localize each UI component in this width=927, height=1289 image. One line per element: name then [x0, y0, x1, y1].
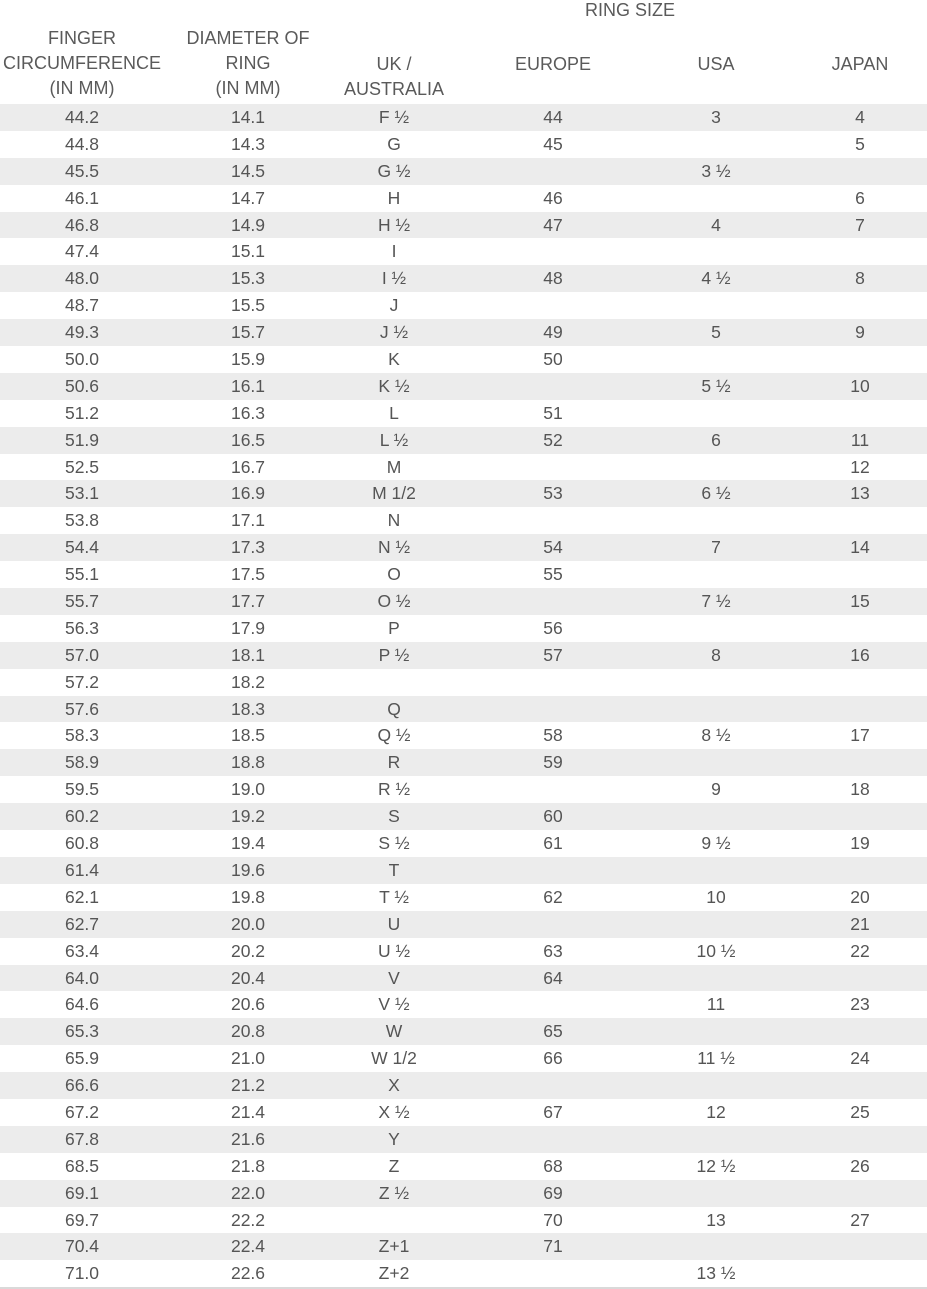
- ring-diameter-cell: 21.8: [230, 1155, 266, 1176]
- heading-line: UK /: [376, 54, 412, 74]
- table-row: [0, 991, 927, 1018]
- uk-australia-cell: T ½: [379, 886, 409, 907]
- uk-australia-cell: S: [388, 806, 400, 827]
- europe-cell: 55: [543, 564, 563, 585]
- table-row: [0, 749, 927, 776]
- finger-circumference-cell: 63.4: [64, 940, 100, 961]
- japan-cell: 21: [850, 913, 870, 934]
- table-row: [0, 884, 927, 911]
- europe-cell: 64: [543, 967, 563, 988]
- heading-line: JAPAN: [831, 54, 889, 74]
- finger-circumference-cell: 67.8: [64, 1128, 100, 1149]
- table-row: [0, 561, 927, 588]
- japan-cell: 23: [850, 994, 870, 1015]
- table-row: [0, 776, 927, 803]
- usa-cell: 6: [711, 429, 721, 450]
- finger-circumference-cell: 54.4: [64, 537, 100, 558]
- europe-cell: 49: [543, 322, 563, 343]
- usa-cell: 12: [706, 1101, 726, 1122]
- usa-cell: 4 ½: [701, 268, 731, 289]
- finger-circumference-cell: 57.6: [64, 698, 100, 719]
- table-row: [0, 1153, 927, 1180]
- ring-diameter-cell: 20.2: [230, 940, 266, 961]
- ring-diameter-cell: 15.5: [230, 295, 266, 316]
- ring-diameter-cell: 21.6: [230, 1128, 266, 1149]
- uk-australia-cell: U ½: [377, 940, 411, 961]
- table-row: [0, 185, 927, 212]
- uk-australia-cell: G: [387, 133, 401, 154]
- finger-circumference-cell: 57.0: [64, 644, 100, 665]
- table-row: [0, 1180, 927, 1207]
- ring-diameter-cell: 16.3: [230, 402, 266, 423]
- ring-diameter-cell: 19.6: [230, 859, 266, 880]
- ring-diameter-cell: 18.5: [230, 725, 266, 746]
- uk-australia-cell: W 1/2: [371, 1048, 417, 1069]
- uk-australia-cell: M 1/2: [372, 483, 416, 504]
- ring-diameter-cell: 14.9: [230, 214, 266, 235]
- heading-line: (IN MM): [215, 78, 281, 98]
- europe-cell: 71: [543, 1236, 563, 1257]
- ring-diameter-cell: 17.9: [230, 617, 266, 638]
- usa-cell: 9: [711, 779, 721, 800]
- finger-circumference-cell: 51.9: [64, 429, 100, 450]
- table-row: [0, 1045, 927, 1072]
- uk-australia-cell: P: [388, 617, 400, 638]
- table-row: [0, 615, 927, 642]
- japan-cell: 25: [850, 1101, 870, 1122]
- uk-australia-heading: [330, 52, 458, 102]
- ring-diameter-cell: 20.0: [230, 913, 266, 934]
- ring-size-group-heading: [480, 0, 780, 23]
- finger-circumference-cell: 60.8: [64, 833, 100, 854]
- table-row: [0, 1072, 927, 1099]
- finger-circumference-cell: 62.1: [64, 886, 100, 907]
- japan-cell: 7: [855, 214, 865, 235]
- ring-diameter-cell: 21.0: [230, 1048, 266, 1069]
- uk-australia-cell: R ½: [377, 779, 411, 800]
- uk-australia-cell: K ½: [378, 375, 410, 396]
- table-row: [0, 427, 927, 454]
- table-row: [0, 238, 927, 265]
- table-row: [0, 480, 927, 507]
- europe-cell: 45: [543, 133, 563, 154]
- table-body: [0, 104, 927, 1287]
- table-row: [0, 507, 927, 534]
- ring-diameter-cell: 22.6: [230, 1263, 266, 1284]
- europe-cell: 60: [543, 806, 563, 827]
- uk-australia-cell: Y: [388, 1128, 400, 1149]
- finger-circumference-cell: 50.0: [64, 349, 100, 370]
- usa-cell: 12 ½: [696, 1155, 736, 1176]
- japan-cell: 6: [855, 187, 865, 208]
- japan-cell: 18: [850, 779, 870, 800]
- heading-line: AUSTRALIA: [343, 79, 445, 99]
- table-header: [0, 0, 927, 104]
- uk-australia-cell: X: [388, 1075, 400, 1096]
- table-row: [0, 1207, 927, 1234]
- table-row: [0, 534, 927, 561]
- europe-cell: 50: [543, 349, 563, 370]
- usa-cell: 8 ½: [701, 725, 731, 746]
- finger-circumference-cell: 69.7: [64, 1209, 100, 1230]
- ring-diameter-cell: 19.8: [230, 886, 266, 907]
- ring-diameter-cell: 14.5: [230, 160, 266, 181]
- uk-australia-cell: U: [387, 913, 401, 934]
- ring-diameter-cell: 17.5: [230, 564, 266, 585]
- usa-cell: 11: [706, 994, 726, 1015]
- japan-cell: 19: [850, 833, 870, 854]
- japan-cell: 26: [850, 1155, 870, 1176]
- uk-australia-cell: G ½: [377, 160, 411, 181]
- table-row: [0, 911, 927, 938]
- usa-cell: 4: [711, 214, 721, 235]
- europe-cell: 61: [543, 833, 563, 854]
- japan-cell: 9: [855, 322, 865, 343]
- ring-diameter-cell: 19.4: [230, 833, 266, 854]
- uk-australia-cell: Z+2: [378, 1263, 410, 1284]
- ring-diameter-cell: 14.7: [230, 187, 266, 208]
- ring-diameter-cell: 16.1: [230, 375, 266, 396]
- europe-cell: 48: [543, 268, 563, 289]
- finger-circumference-cell: 55.1: [64, 564, 100, 585]
- europe-cell: 44: [543, 107, 563, 127]
- uk-australia-cell: L ½: [379, 429, 409, 450]
- ring-diameter-cell: 14.1: [230, 107, 266, 127]
- uk-australia-cell: I ½: [381, 268, 407, 289]
- finger-circumference-cell: 64.6: [64, 994, 100, 1015]
- uk-australia-cell: L: [389, 402, 399, 423]
- ring-diameter-cell: 18.3: [230, 698, 266, 719]
- ring-diameter-cell: 18.2: [230, 671, 266, 692]
- finger-circumference-cell: 57.2: [64, 671, 100, 692]
- uk-australia-cell: X ½: [378, 1101, 410, 1122]
- uk-australia-cell: H: [387, 187, 401, 208]
- finger-circumference-cell: 69.1: [64, 1182, 100, 1203]
- ring-diameter-cell: 15.7: [230, 322, 266, 343]
- uk-australia-cell: V: [388, 967, 400, 988]
- uk-australia-cell: O ½: [377, 591, 411, 612]
- uk-australia-cell: Q ½: [377, 725, 411, 746]
- finger-circumference-cell: 65.3: [64, 1021, 100, 1042]
- table-row: [0, 1126, 927, 1153]
- ring-diameter-cell: 22.0: [230, 1182, 266, 1203]
- table-row: [0, 346, 927, 373]
- usa-cell: 7: [711, 537, 721, 558]
- finger-circumference-cell: 56.3: [64, 617, 100, 638]
- finger-circumference-cell: 44.2: [64, 107, 100, 127]
- table-row: [0, 212, 927, 239]
- ring-diameter-cell: 21.2: [230, 1075, 266, 1096]
- europe-cell: 69: [543, 1182, 563, 1203]
- europe-cell: 70: [543, 1209, 563, 1230]
- europe-cell: 67: [543, 1101, 563, 1122]
- heading-line: CIRCUMFERENCE: [2, 53, 161, 73]
- table-row: [0, 722, 927, 749]
- japan-cell: 8: [855, 268, 865, 289]
- table-row: [0, 1233, 927, 1260]
- japan-cell: 24: [850, 1048, 870, 1069]
- europe-cell: 59: [543, 752, 563, 773]
- usa-cell: 13: [706, 1209, 726, 1230]
- europe-cell: 63: [543, 940, 563, 961]
- ring-diameter-cell: 17.1: [230, 510, 266, 531]
- table-row: [0, 131, 927, 158]
- table-row: [0, 938, 927, 965]
- ring-size-heading-text: RING SIZE: [584, 0, 675, 20]
- usa-cell: 5 ½: [701, 375, 731, 396]
- heading-line: (IN MM): [49, 78, 115, 98]
- finger-circumference-cell: 64.0: [64, 967, 100, 988]
- finger-circumference-cell: 48.7: [64, 295, 100, 316]
- europe-cell: 58: [543, 725, 563, 746]
- heading-line: FINGER: [47, 28, 116, 48]
- japan-cell: 15: [850, 591, 870, 612]
- heading-line: RING: [225, 53, 271, 73]
- finger-circumference-cell: 53.8: [64, 510, 100, 531]
- heading-line: DIAMETER OF: [186, 28, 310, 48]
- finger-circumference-cell: 67.2: [64, 1101, 100, 1122]
- japan-cell: 14: [850, 537, 870, 558]
- ring-diameter-cell: 15.1: [230, 241, 266, 262]
- uk-australia-cell: Z: [388, 1155, 400, 1176]
- europe-cell: 66: [543, 1048, 563, 1069]
- ring-diameter-cell: 21.4: [230, 1101, 266, 1122]
- finger-circumference-cell: 44.8: [64, 133, 100, 154]
- finger-circumference-cell: 53.1: [64, 483, 100, 504]
- table-row: [0, 373, 927, 400]
- ring-diameter-cell: 17.3: [230, 537, 266, 558]
- europe-cell: 57: [543, 644, 563, 665]
- table-row: [0, 1099, 927, 1126]
- ring-diameter-cell: 22.4: [230, 1236, 266, 1257]
- table-row: [0, 1260, 927, 1287]
- usa-cell: 6 ½: [701, 483, 731, 504]
- ring-diameter-cell: 18.1: [230, 644, 266, 665]
- finger-circumference-cell: 59.5: [64, 779, 100, 800]
- europe-cell: 62: [543, 886, 563, 907]
- table-row: [0, 1018, 927, 1045]
- ring-diameter-cell: 22.2: [230, 1209, 266, 1230]
- ring-diameter-cell: 14.3: [230, 133, 266, 154]
- japan-cell: 20: [850, 886, 870, 907]
- table-row: [0, 803, 927, 830]
- finger-circumference-cell: 55.7: [64, 591, 100, 612]
- ring-diameter-cell: 15.3: [230, 268, 266, 289]
- finger-circumference-cell: 49.3: [64, 322, 100, 343]
- finger-circumference-cell: 70.4: [64, 1236, 100, 1257]
- finger-circumference-cell: 58.3: [64, 725, 100, 746]
- table-row: [0, 830, 927, 857]
- finger-circumference-cell: 52.5: [64, 456, 100, 477]
- usa-cell: 5: [711, 322, 721, 343]
- japan-cell: 16: [850, 644, 870, 665]
- finger-circumference-heading: [0, 26, 164, 101]
- uk-australia-cell: Q: [387, 698, 401, 719]
- uk-australia-cell: J ½: [379, 322, 409, 343]
- finger-circumference-cell: 46.8: [64, 214, 100, 235]
- japan-cell: 4: [855, 107, 865, 127]
- table-row: [0, 104, 927, 131]
- japan-cell: 17: [850, 725, 870, 746]
- ring-diameter-cell: 20.8: [230, 1021, 266, 1042]
- europe-cell: 46: [543, 187, 563, 208]
- usa-cell: 3 ½: [701, 160, 731, 181]
- finger-circumference-cell: 51.2: [64, 402, 100, 423]
- ring-diameter-cell: 19.2: [230, 806, 266, 827]
- uk-australia-cell: H ½: [377, 214, 411, 235]
- finger-circumference-cell: 65.9: [64, 1048, 100, 1069]
- uk-australia-cell: F ½: [378, 107, 410, 127]
- uk-australia-cell: R: [387, 752, 401, 773]
- finger-circumference-cell: 71.0: [64, 1263, 100, 1284]
- uk-australia-cell: K: [388, 349, 400, 370]
- europe-cell: 68: [543, 1155, 563, 1176]
- table-row: [0, 319, 927, 346]
- heading-line: EUROPE: [514, 54, 592, 74]
- finger-circumference-cell: 46.1: [64, 187, 100, 208]
- uk-australia-cell: Z+1: [378, 1236, 410, 1257]
- europe-cell: 51: [543, 402, 563, 423]
- ring-diameter-cell: 20.4: [230, 967, 266, 988]
- table-row: [0, 857, 927, 884]
- finger-circumference-cell: 62.7: [64, 913, 100, 934]
- europe-cell: 65: [543, 1021, 563, 1042]
- uk-australia-cell: O: [387, 564, 401, 585]
- finger-circumference-cell: 61.4: [64, 859, 100, 880]
- ring-diameter-cell: 18.8: [230, 752, 266, 773]
- europe-cell: 53: [543, 483, 563, 504]
- finger-circumference-cell: 50.6: [64, 375, 100, 396]
- uk-australia-cell: J: [389, 295, 399, 316]
- usa-cell: 10: [706, 886, 726, 907]
- europe-cell: 54: [543, 537, 563, 558]
- japan-cell: 12: [850, 456, 870, 477]
- uk-australia-cell: V ½: [378, 994, 410, 1015]
- japan-cell: 10: [850, 375, 870, 396]
- uk-australia-cell: I: [391, 241, 397, 262]
- table-row: [0, 265, 927, 292]
- japan-cell: 5: [855, 133, 865, 154]
- usa-cell: 3: [711, 107, 721, 127]
- table-row: [0, 588, 927, 615]
- ring-diameter-cell: 16.5: [230, 429, 266, 450]
- ring-diameter-cell: 19.0: [230, 779, 266, 800]
- table-row: [0, 158, 927, 185]
- europe-heading: [493, 52, 613, 77]
- usa-heading: [656, 52, 776, 77]
- uk-australia-cell: Z ½: [378, 1182, 410, 1203]
- table-row: [0, 642, 927, 669]
- europe-cell: 56: [543, 617, 563, 638]
- ring-diameter-cell: 16.9: [230, 483, 266, 504]
- europe-cell: 47: [543, 214, 563, 235]
- table-row: [0, 696, 927, 723]
- ring-diameter-heading: [172, 26, 324, 101]
- uk-australia-cell: W: [385, 1021, 403, 1042]
- finger-circumference-cell: 58.9: [64, 752, 100, 773]
- usa-cell: 11 ½: [697, 1048, 735, 1069]
- uk-australia-cell: S ½: [378, 833, 410, 854]
- uk-australia-cell: N ½: [377, 537, 411, 558]
- ring-diameter-cell: 20.6: [230, 994, 266, 1015]
- japan-cell: 13: [850, 483, 870, 504]
- ring-diameter-cell: 15.9: [230, 349, 266, 370]
- finger-circumference-cell: 45.5: [64, 160, 100, 181]
- finger-circumference-cell: 60.2: [64, 806, 100, 827]
- finger-circumference-cell: 48.0: [64, 268, 100, 289]
- table-row: [0, 669, 927, 696]
- heading-line: USA: [697, 54, 735, 74]
- table-row: [0, 454, 927, 481]
- europe-cell: 52: [543, 429, 563, 450]
- uk-australia-cell: M: [386, 456, 402, 477]
- ring-diameter-cell: 16.7: [230, 456, 266, 477]
- ring-diameter-cell: 17.7: [230, 591, 266, 612]
- usa-cell: 10 ½: [696, 940, 736, 961]
- uk-australia-cell: P ½: [378, 644, 410, 665]
- usa-cell: 13 ½: [696, 1263, 736, 1284]
- finger-circumference-cell: 68.5: [64, 1155, 100, 1176]
- usa-cell: 8: [711, 644, 721, 665]
- uk-australia-cell: N: [387, 510, 401, 531]
- finger-circumference-cell: 47.4: [64, 241, 100, 262]
- japan-cell: 27: [850, 1209, 870, 1230]
- table-row: [0, 292, 927, 319]
- japan-cell: 11: [850, 429, 870, 450]
- usa-cell: 7 ½: [701, 591, 731, 612]
- table-row: [0, 400, 927, 427]
- japan-cell: 22: [850, 940, 870, 961]
- japan-heading: [800, 52, 920, 77]
- uk-australia-cell: T: [388, 859, 400, 880]
- finger-circumference-cell: 66.6: [64, 1075, 100, 1096]
- usa-cell: 9 ½: [701, 833, 731, 854]
- table-row: [0, 965, 927, 992]
